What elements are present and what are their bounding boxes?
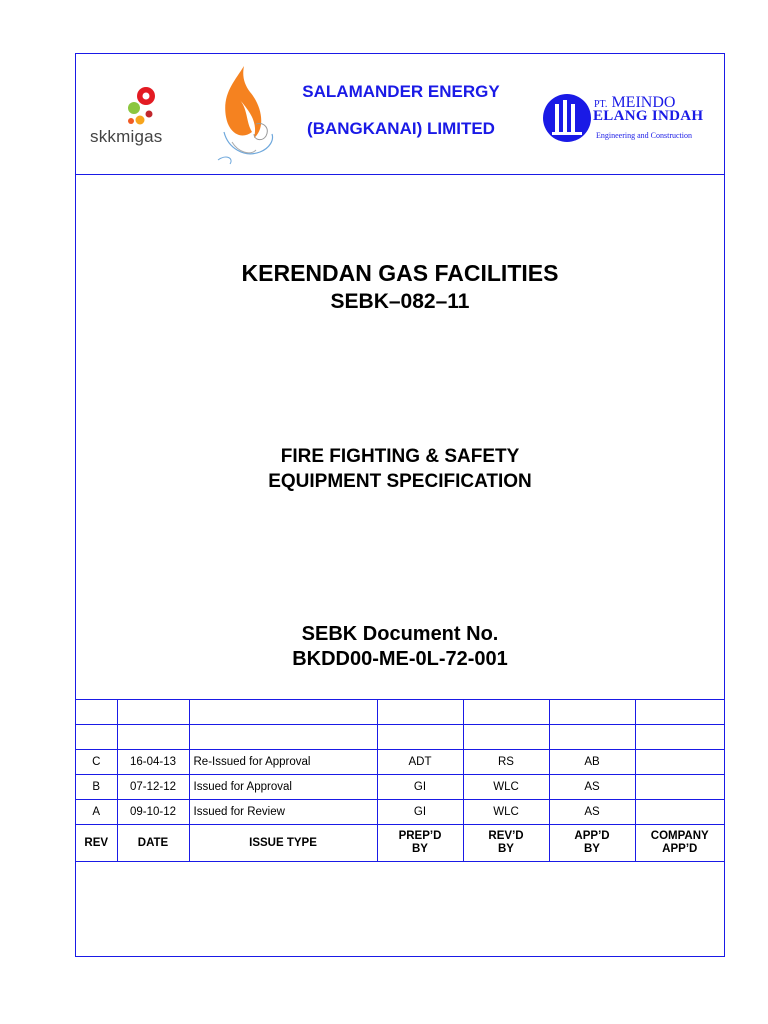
document-number-block (76, 622, 724, 672)
company-cell (635, 775, 724, 800)
rev-by-cell: RS (463, 750, 549, 775)
date-cell: 09-10-12 (117, 800, 189, 825)
project-title: KERENDAN GAS FACILITIES (241, 260, 559, 286)
col-appd-by: APP’D BY (549, 825, 635, 862)
date-cell: 07-12-12 (117, 775, 189, 800)
salamander-flame-logo (204, 62, 282, 167)
table-row (76, 700, 724, 725)
issue-type-cell: Issued for Review (189, 800, 377, 825)
issue-type-cell: Re-Issued for Approval (189, 750, 377, 775)
document-number-label: SEBK Document No. (301, 623, 499, 645)
prep-cell: GI (377, 800, 463, 825)
meindo-logo (542, 92, 722, 152)
app-cell: AS (549, 800, 635, 825)
col-revd-by: REV’D BY (463, 825, 549, 862)
skkmigas-wordmark: skkmigas (90, 127, 163, 146)
company-cell (635, 800, 724, 825)
app-cell: AB (549, 750, 635, 775)
meindo-tagline: Engineering and Construction (596, 131, 692, 140)
rev-cell: B (76, 775, 117, 800)
issue-type-cell: Issued for Approval (189, 775, 377, 800)
project-code: SEBK–082–11 (330, 290, 470, 313)
date-cell: 16-04-13 (117, 750, 189, 775)
table-row (76, 800, 724, 825)
rev-cell: A (76, 800, 117, 825)
document-title-line-1: FIRE FIGHTING & SAFETY (280, 446, 520, 467)
document-number: BKDD00-ME-0L-72-001 (292, 648, 508, 670)
header (76, 54, 724, 175)
col-company-appd: COMPANY APP’D (635, 825, 724, 862)
rev-cell: C (76, 750, 117, 775)
table-row (76, 750, 724, 775)
company-line-2: (BANGKANAI) LIMITED (307, 119, 495, 138)
document-title (76, 444, 724, 494)
document-title-line-2: EQUIPMENT SPECIFICATION (268, 471, 532, 492)
meindo-emblem-icon (542, 92, 592, 144)
table-row (76, 725, 724, 750)
meindo-name: PT. MEINDO (594, 94, 676, 111)
company-cell (635, 750, 724, 775)
col-prepd-by: PREP’D BY (377, 825, 463, 862)
table-row (76, 775, 724, 800)
col-rev: REV (76, 825, 117, 862)
app-cell: AS (549, 775, 635, 800)
company-name (286, 82, 516, 156)
col-date: DATE (117, 825, 189, 862)
rev-by-cell: WLC (463, 775, 549, 800)
col-issue-type: ISSUE TYPE (189, 825, 377, 862)
table-header-row (76, 825, 724, 862)
company-line-1: SALAMANDER ENERGY (302, 82, 500, 101)
prep-cell: GI (377, 775, 463, 800)
rev-by-cell: WLC (463, 800, 549, 825)
revision-table (76, 699, 724, 862)
meindo-name-2: ELANG INDAH (593, 108, 704, 124)
document-frame (75, 53, 725, 957)
prep-cell: ADT (377, 750, 463, 775)
